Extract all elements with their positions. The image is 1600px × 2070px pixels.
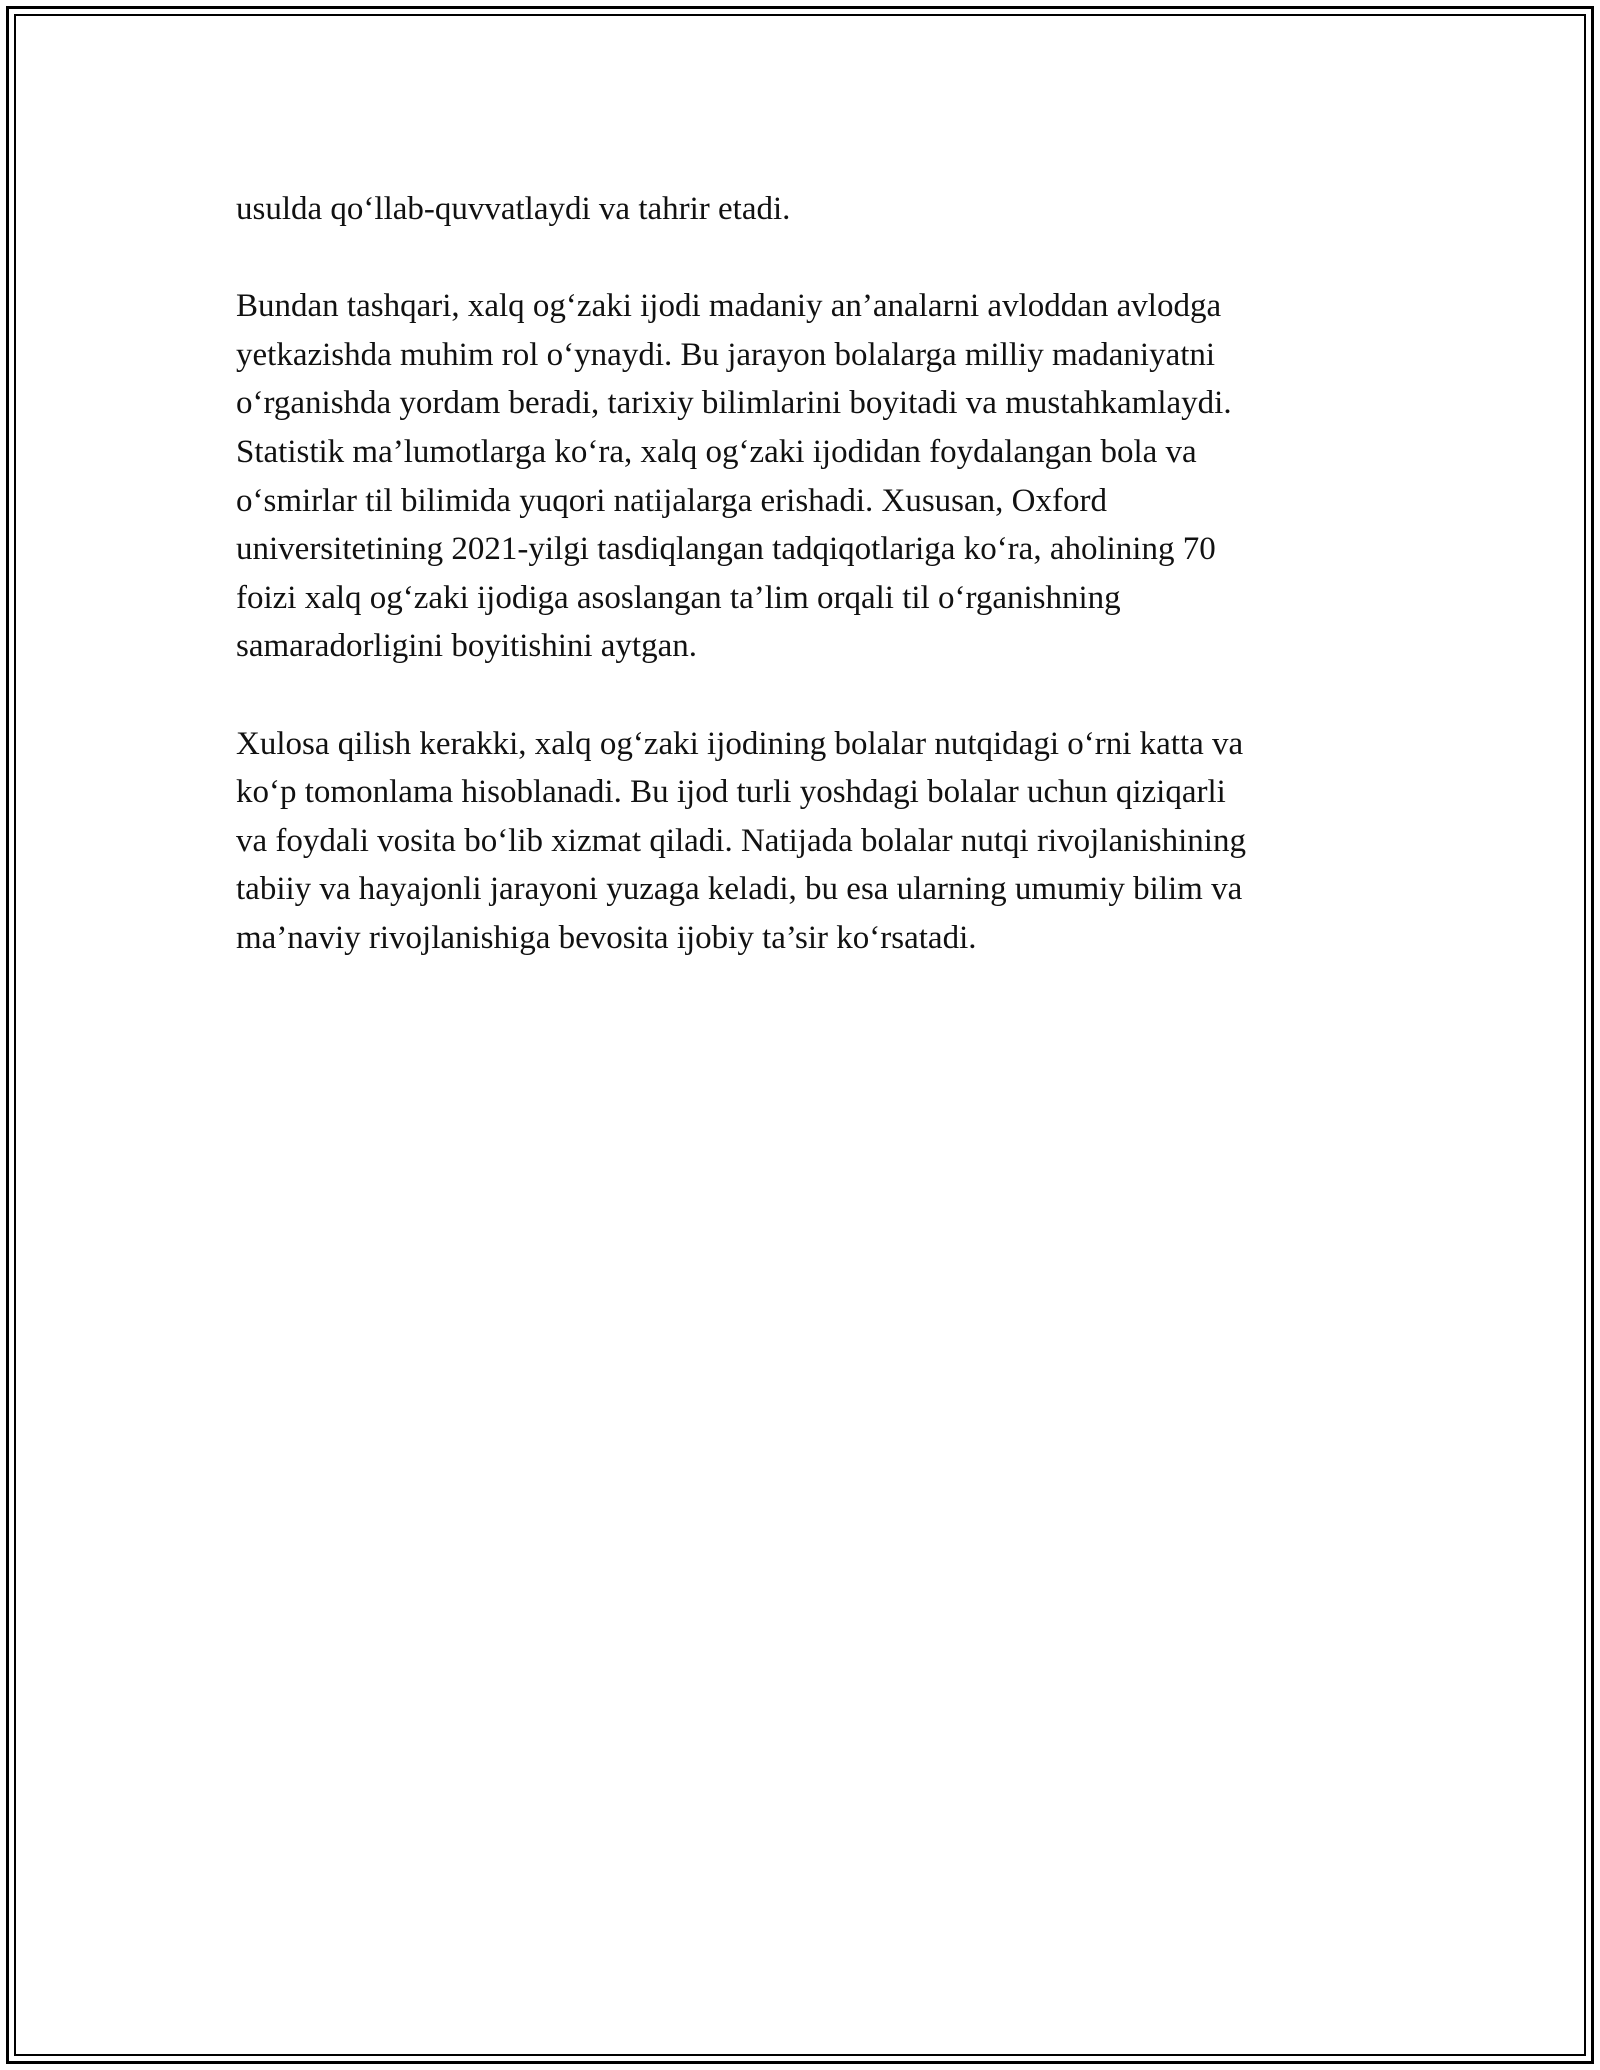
paragraph-2 <box>236 282 1366 671</box>
text-line: foizi xalq og‘zaki ijodiga asoslangan ta’lim orqali til o‘rganishning <box>236 579 1121 616</box>
text-line: Statistik ma’lumotlarga ko‘ra, xalq og‘zaki ijodidan foydalangan bola va <box>236 433 1197 470</box>
text-line: o‘rganishda yordam beradi, tarixiy bilimlarini boyitadi va mustahkamlaydi. <box>236 385 1232 422</box>
text-line: Xulosa qilish kerakki, xalq og‘zaki ijodining bolalar nutqidagi o‘rni katta va <box>236 725 1244 762</box>
paragraph-1 <box>236 185 1366 234</box>
text-line: universitetining 2021-yilgi tasdiqlangan tadqiqotlariga ko‘ra, aholining 70 <box>236 531 1216 568</box>
text-line: ma’naviy rivojlanishiga bevosita ijobiy ta’sir ko‘rsatadi. <box>236 919 977 956</box>
text-line: yetkazishda muhim rol o‘ynaydi. Bu jarayon bolalarga milliy madaniyatni <box>236 336 1216 373</box>
text-line: o‘smirlar til bilimida yuqori natijalarga erishadi. Xususan, Oxford <box>236 482 1107 519</box>
text-line: va foydali vosita bo‘lib xizmat qiladi. Natijada bolalar nutqi rivojlanishining <box>236 822 1246 859</box>
text-line: usulda qo‘llab-quvvatlaydi va tahrir etadi. <box>236 191 791 227</box>
document-body <box>236 185 1366 963</box>
text-line: ko‘p tomonlama hisoblanadi. Bu ijod turli yoshdagi bolalar uchun qiziqarli <box>236 774 1226 811</box>
paragraph-3 <box>236 720 1366 963</box>
paragraph-gap <box>236 671 1366 720</box>
text-line: Bundan tashqari, xalq og‘zaki ijodi madaniy an’analarni avloddan avlodga <box>236 288 1222 325</box>
text-line: samaradorligini boyitishini aytgan. <box>236 628 698 665</box>
paragraph-gap <box>236 234 1366 283</box>
text-line: tabiiy va hayajonli jarayoni yuzaga keladi, bu esa ularning umumiy bilim va <box>236 871 1243 908</box>
